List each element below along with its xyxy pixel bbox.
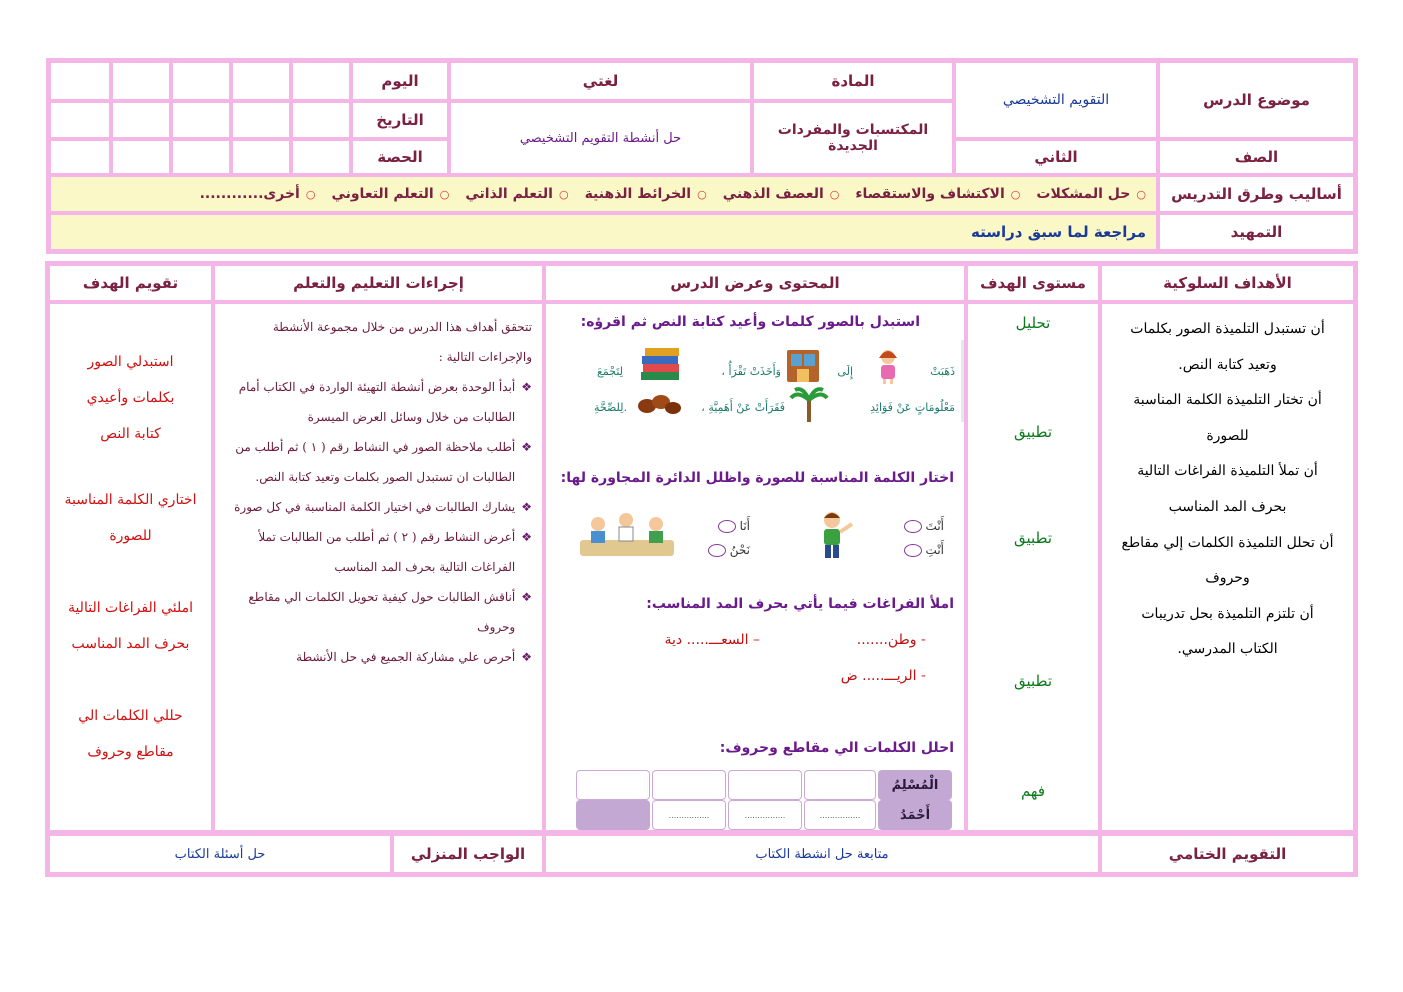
evaluation-item	[50, 698, 211, 770]
question-4: احلل الكلمات الي مقاطع وحروف:	[719, 740, 954, 756]
q2-option[interactable]	[690, 514, 750, 538]
procedure-text: أحرص علي مشاركة الجميع في حل الأنشطة	[296, 650, 516, 664]
intro-value	[49, 213, 1158, 251]
procedure-item	[223, 372, 532, 432]
level-item: تحليل	[1015, 314, 1051, 332]
question-3: املأ الفراغات فيما يأتي بحرف المد المناسب:	[646, 596, 954, 612]
date-cell-3[interactable]	[171, 101, 231, 139]
procedure-text: أناقش الطالبات حول كيفية تحويل الكلمات الي مقاطع وحروف	[248, 590, 516, 634]
library-image-icon	[785, 346, 821, 384]
period-cell-4[interactable]	[111, 139, 171, 175]
method-radio-icon[interactable]: ○	[1136, 187, 1146, 201]
objective-line: أن تستبدل التلميذة الصور بكلمات	[1130, 321, 1325, 337]
day-cell-1[interactable]	[291, 61, 351, 101]
q3-item-text: السعـــ..... دية	[664, 632, 749, 648]
bullet-icon: ❖	[521, 440, 532, 454]
bullet-icon: ❖	[521, 500, 532, 514]
level-column	[966, 302, 1100, 832]
syllable-box[interactable]	[652, 770, 726, 800]
method-radio-icon[interactable]: ○	[697, 187, 707, 201]
method-item: أخرى............	[199, 186, 300, 202]
vocab-label: المكتسبات والمفردات الجديدة	[752, 101, 954, 175]
objective-line: بحرف المد المناسب	[1168, 498, 1287, 515]
method-radio-icon[interactable]: ○	[829, 187, 840, 201]
level-item: فهم	[1020, 782, 1046, 800]
day-cell-3[interactable]	[171, 61, 231, 101]
students-image-icon	[578, 510, 676, 560]
method-item: العصف الذهني	[722, 186, 824, 202]
procedures-intro: تتحقق أهداف هذا الدرس من خلال مجموعة الأنشطة والإجراءات التالية :	[272, 320, 532, 364]
lesson-topic-value: التقويم التشخيصي	[954, 61, 1158, 139]
grade-label: الصف	[1158, 139, 1355, 175]
col-content-header: المحتوى وعرض الدرس	[544, 264, 966, 302]
date-label: التاريخ	[351, 101, 449, 139]
day-cell-4[interactable]	[111, 61, 171, 101]
objective-line: أن تختار التلميذة الكلمة المناسبة	[1133, 392, 1322, 409]
col-procedures-header: إجراءات التعليم والتعلم	[213, 264, 544, 302]
syllable-box[interactable]	[576, 770, 650, 800]
dates-image-icon	[635, 388, 683, 418]
objective-line: للصورة	[1206, 427, 1249, 444]
period-cell-2[interactable]	[231, 139, 291, 175]
q1-word: ذَهَبَتْ	[930, 365, 955, 378]
evaluation-item	[50, 344, 211, 452]
q3-item: - الريـــ..... ض	[840, 668, 926, 684]
q1-word: ، وَأَخَذَتْ تَقْرَأُ	[721, 365, 781, 378]
procedure-item	[223, 642, 532, 672]
objectives-column	[1100, 302, 1355, 832]
content-column	[544, 302, 966, 832]
evaluation-line: استبدلي الصور	[87, 354, 174, 370]
q2-option-label: نَحْنُ	[729, 543, 750, 557]
procedure-item	[223, 492, 532, 522]
procedure-text: أبدأ الوحدة بعرض أنشطة التهيئة الواردة في الكتاب أمام الطالبات من خلال وسائل العرض الميسرة	[238, 380, 516, 424]
day-cell-5[interactable]	[49, 61, 111, 101]
question-2: اختار الكلمة المناسبة للصورة واظلل الدائرة المجاورة لها:	[560, 470, 954, 486]
subject-value: لغتي	[449, 61, 752, 101]
q2-option-label: أَنْتِ	[925, 543, 944, 557]
q2-option[interactable]	[690, 538, 750, 562]
evaluation-item	[50, 590, 211, 662]
books-image-icon	[637, 344, 683, 384]
syllable-box[interactable]: ................	[804, 800, 876, 830]
level-item: تطبيق	[1013, 672, 1053, 690]
method-item: التعلم الذاتي	[465, 186, 553, 202]
radio-circle-icon[interactable]	[718, 520, 736, 533]
bullet-icon: ❖	[521, 590, 532, 604]
date-cell-2[interactable]	[231, 101, 291, 139]
q1-word: مَعْلُومَاتٍ عَنْ فَوَائِدِ	[870, 401, 955, 414]
vocab-value: حل أنشطة التقويم التشخيصي	[449, 101, 752, 175]
period-cell-1[interactable]	[291, 139, 351, 175]
level-item: تطبيق	[1013, 529, 1053, 547]
syllable-box[interactable]: ................	[652, 800, 726, 830]
evaluation-line: مقاطع وحروف	[87, 744, 174, 760]
period-label: الحصة	[351, 139, 449, 175]
syllable-word: الْمُسْلِمُ	[878, 770, 952, 800]
date-cell-5[interactable]	[49, 101, 111, 139]
evaluation-item	[50, 482, 211, 554]
syllable-box[interactable]	[728, 770, 802, 800]
q2-option-label: أَنَا	[739, 519, 750, 533]
objective-line: أن تحلل التلميذة الكلمات إلي مقاطع	[1121, 534, 1334, 551]
bullet-icon: ❖	[521, 530, 532, 544]
radio-circle-icon[interactable]	[708, 544, 726, 557]
bullet-icon: ❖	[521, 380, 532, 394]
syllable-word: أَحْمَدُ	[878, 800, 952, 830]
q3-item-text: وطن.......	[856, 632, 917, 648]
method-item: التعلم التعاوني	[331, 186, 434, 202]
evaluation-line: بحرف المد المناسب	[71, 636, 190, 652]
method-radio-icon[interactable]: ○	[1010, 187, 1021, 201]
col-level-header: مستوى الهدف	[966, 264, 1100, 302]
method-item: الخرائط الذهنية	[584, 186, 692, 202]
level-item: تطبيق	[1013, 423, 1053, 441]
intro-text: مراجعة لما سبق دراسته	[971, 223, 1146, 241]
objective-line: أن تملأ التلميذة الفراغات التالية	[1137, 463, 1318, 480]
palm-image-icon	[789, 384, 829, 424]
col-evaluation-header: تقويم الهدف	[48, 264, 213, 302]
q2-option-group-a	[884, 514, 944, 564]
q2-option[interactable]	[884, 514, 944, 538]
procedure-text: أطلب ملاحظة الصور في النشاط رقم ( ١ ) ثم أطلب من الطالبات ان تستبدل الصور بكلمات وتعيد كتابة النص.	[235, 440, 516, 484]
subject-label: المادة	[752, 61, 954, 101]
period-cell-5[interactable]	[49, 139, 111, 175]
evaluation-line: املئي الفراغات التالية	[67, 600, 194, 616]
procedure-item	[223, 432, 532, 492]
homework-label: الواجب المنزلي	[392, 834, 544, 874]
evaluation-line: للصورة	[109, 528, 152, 544]
method-item: حل المشكلات	[1036, 186, 1131, 202]
homework-value: حل أسئلة الكتاب	[48, 834, 392, 874]
objective-line: وحروف	[1205, 570, 1250, 587]
evaluation-line: كتابة النص	[100, 426, 161, 442]
q2-option[interactable]	[884, 538, 944, 562]
q3-item: – السعـــ..... دية	[664, 632, 760, 648]
evaluation-line: حللي الكلمات الي	[78, 708, 183, 724]
methods-label: أساليب وطرق التدريس	[1158, 175, 1355, 213]
evaluation-column	[48, 302, 213, 832]
q3-item: - وطن.......	[856, 632, 926, 648]
procedure-item	[223, 582, 532, 642]
date-cell-1[interactable]	[291, 101, 351, 139]
girl-image-icon	[873, 348, 903, 384]
q1-word: لِتَجْمَعَ	[597, 365, 623, 378]
date-cell-4[interactable]	[111, 101, 171, 139]
q2-option-label: أَنْتَ	[925, 519, 944, 533]
q1-picture-text	[556, 340, 964, 422]
objective-line: أن تلتزم التلميذة بحل تدريبات	[1141, 605, 1314, 622]
q1-word: لِلصِّحَّةِ.	[593, 401, 627, 414]
boy-image-icon	[810, 510, 856, 560]
final-eval-value: متابعة حل انشطة الكتاب	[544, 834, 1100, 874]
bullet-icon: ❖	[521, 650, 532, 664]
day-label: اليوم	[351, 61, 449, 101]
objective-line: وتعيد كتابة النص.	[1178, 356, 1277, 373]
radio-circle-icon[interactable]	[904, 520, 922, 533]
method-radio-icon[interactable]: ○	[558, 187, 569, 201]
question-1: استبدل بالصور كلمات وأعيد كتابة النص ثم اقرؤه:	[580, 314, 920, 330]
period-cell-3[interactable]	[171, 139, 231, 175]
syllable-box[interactable]: ................	[728, 800, 802, 830]
q1-word: إِلَى	[837, 365, 853, 378]
col-objectives-header: الأهداف السلوكية	[1100, 264, 1355, 302]
radio-circle-icon[interactable]	[904, 544, 922, 557]
methods-list	[49, 175, 1158, 213]
q3-item-text: الريـــ..... ض	[840, 668, 917, 684]
syllable-box-filled	[576, 800, 650, 830]
final-eval-label: التقويم الختامي	[1100, 834, 1355, 874]
method-radio-icon[interactable]: ○	[305, 187, 316, 201]
evaluation-line: اختاري الكلمة المناسبة	[64, 492, 197, 508]
syllable-box[interactable]	[804, 770, 876, 800]
procedure-item	[223, 522, 532, 582]
q1-word: ، فَقَرَأَتْ عَنْ أَهَمِيَّةِ	[701, 401, 785, 414]
procedure-text: أعرض النشاط رقم ( ٢ ) ثم أطلب من الطالبات تملأ الفراغات التالية بحرف المد المناسب	[258, 530, 516, 574]
procedure-text: يشارك الطالبات في اختيار الكلمة المناسبة في كل صورة	[234, 500, 516, 514]
day-cell-2[interactable]	[231, 61, 291, 101]
method-radio-icon[interactable]: ○	[439, 187, 450, 201]
lesson-topic-label: موضوع الدرس	[1158, 61, 1355, 139]
intro-label: التمهيد	[1158, 213, 1355, 251]
method-item: الاكتشاف والاستقصاء	[855, 186, 1005, 202]
q2-option-group-b	[690, 514, 750, 564]
evaluation-line: بكلمات وأعيدي	[86, 390, 175, 406]
grade-value: الثاني	[954, 139, 1158, 175]
objective-line: الكتاب المدرسي.	[1177, 641, 1278, 658]
procedures-column	[213, 302, 544, 832]
